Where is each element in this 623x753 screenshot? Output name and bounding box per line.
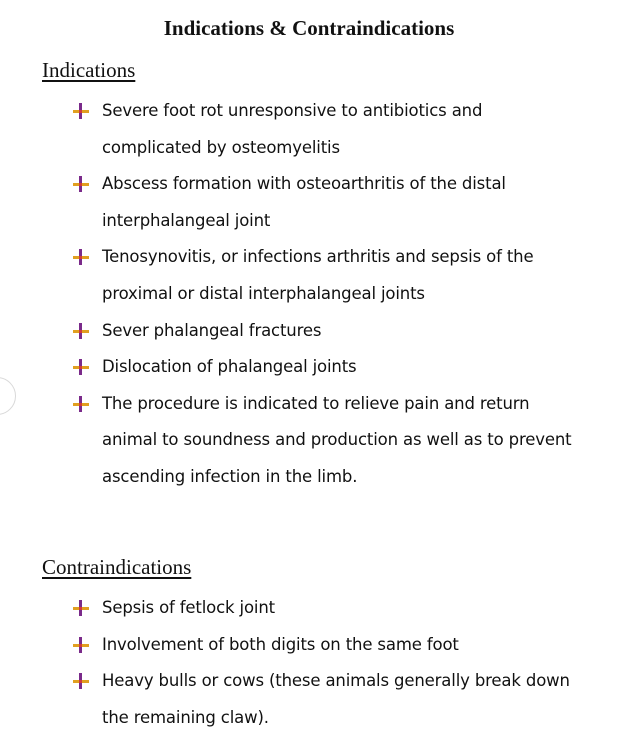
- plus-arrow-bullet-icon: [72, 176, 90, 192]
- list-item-text: Involvement of both digits on the same foot: [102, 634, 459, 654]
- list-item-text: Sepsis of fetlock joint: [102, 598, 275, 617]
- section-heading-indications: Indications: [42, 58, 136, 82]
- plus-arrow-bullet-icon: [72, 396, 90, 412]
- list-item-text: Sever phalangeal fractures: [102, 320, 322, 340]
- list-item: [0, 313, 623, 350]
- list-item-text: Tenosynovitis, or infections arthritis and sepsis of the proximal or distal interphalangeal joints: [102, 247, 534, 303]
- plus-arrow-bullet-icon: [72, 323, 90, 339]
- plus-arrow-bullet-icon: [72, 637, 90, 653]
- list-item-text: Heavy bulls or cows (these animals generally break down the remaining claw).: [102, 671, 570, 727]
- contraindications-list: [0, 590, 623, 736]
- list-item-text: Abscess formation with osteoarthritis of the distal interphalangeal joint: [102, 174, 506, 230]
- plus-arrow-bullet-icon: [72, 103, 90, 119]
- list-item: [0, 590, 623, 627]
- plus-arrow-bullet-icon: [72, 673, 90, 689]
- list-item-text: Dislocation of phalangeal joints: [102, 357, 357, 377]
- list-item: [0, 627, 623, 664]
- list-item-text: Severe foot rot unresponsive to antibiotics and complicated by osteomyelitis: [102, 101, 483, 157]
- list-item-text: The procedure is indicated to relieve pain and return animal to soundness and production as well as to prevent ascending infection in the limb.: [102, 393, 572, 486]
- list-item: [0, 93, 623, 166]
- list-item: [0, 349, 623, 386]
- plus-arrow-bullet-icon: [72, 359, 90, 375]
- page-title: Indications & Contraindications: [163, 16, 455, 40]
- list-item: [0, 166, 623, 239]
- list-item: [0, 239, 623, 312]
- list-item: [0, 663, 623, 736]
- indications-list: [0, 93, 623, 496]
- plus-arrow-bullet-icon: [72, 600, 90, 616]
- list-item: [0, 386, 623, 496]
- section-heading-contraindications: Contraindications: [42, 555, 192, 579]
- plus-arrow-bullet-icon: [72, 249, 90, 265]
